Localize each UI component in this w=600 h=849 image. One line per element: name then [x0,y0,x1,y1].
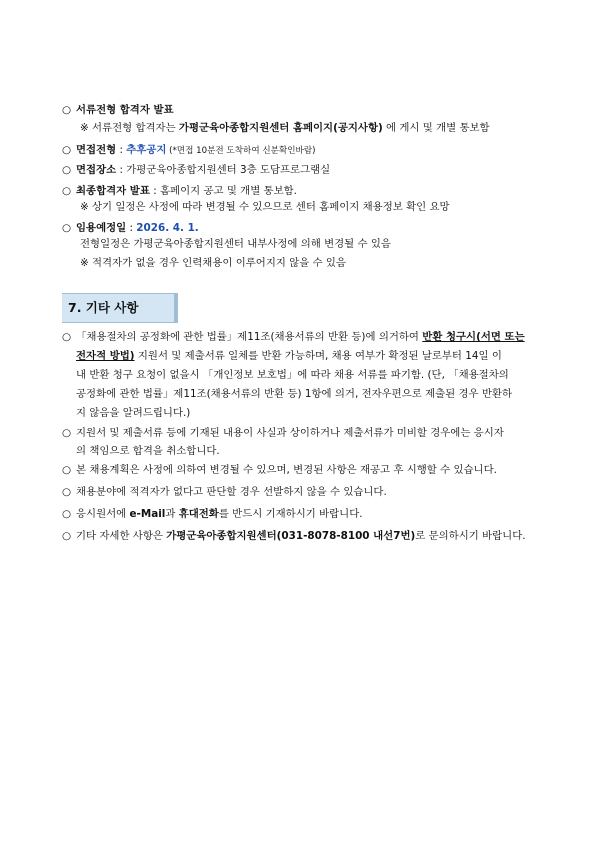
item1-text-a: 「채용절차의 공정화에 관한 법률」제11조(채용서류의 반환 등)에 의거하여 [76,331,423,343]
item-return-docs-l4 [76,387,512,401]
section-header-accent [174,293,178,323]
bullet-circle: ○ [62,104,72,116]
bullet-circle: ○ [62,331,72,343]
item1-text-d: 공정화에 관한 법률」제11조(채용서류의 반환 등) 1항에 의거, 전자우편으로 제출된 경우 반환하 [76,388,513,400]
bullet-circle: ○ [62,164,72,176]
item5-text-e: 를 반드시 기재하시기 바랍니다. [218,508,363,520]
note-prefix: ※ 서류전형 합격자는 [80,122,179,134]
item5-text-a: 응시원서에 [76,508,130,520]
item1-underline-a: 반환 청구시(서면 또는 [422,331,525,343]
section-header-title: 7. 기타 사항 [68,300,139,315]
item-false-info-l2 [76,444,220,458]
item-contact-info [62,507,363,521]
note-bold-homepage: 가평군육아종합지원센터 홈페이지(공지사항) [178,122,383,134]
interview-note: (*면접 10분전 도착하여 신분확인바람) [166,146,316,156]
doc-result-announcement [62,103,174,117]
appointment-line2 [80,237,391,251]
item1-text-c: 내 반환 청구 요청이 없을시 「개인정보 보호법」에 따라 채용 서류를 파기함. (단, 「채용절차의 [76,369,509,381]
item6-text-a: 기타 자세한 사항은 [76,530,167,542]
appointment-value: 2026. 4. 1. [136,222,199,234]
interview-schedule [62,143,316,158]
item-return-docs-l1 [62,330,525,344]
separator: : [116,144,127,156]
bullet-circle: ○ [62,144,72,156]
note-suffix: 에 게시 및 개별 통보함 [382,122,490,134]
bullet-circle: ○ [62,508,72,520]
item-return-docs-l3 [76,368,509,382]
appointment-line3 [80,256,346,270]
final-note [80,200,450,214]
appointment-line2-text: 전형일정은 가평군육아종합지원센터 내부사정에 의해 변경될 수 있음 [80,238,391,250]
bullet-circle: ○ [62,185,72,197]
item-false-info-l1 [62,426,504,440]
final-note-text: ※ 상기 일정은 사정에 따라 변경될 수 있으므로 센터 홈페이지 채용정보 확인 요망 [80,201,450,213]
item2-text-b: 의 책임으로 합격을 취소합니다. [76,445,220,457]
item3-text: 본 채용계획은 사정에 의하여 변경될 수 있으며, 변경된 사항은 재공고 후 시행할 수 있습니다. [76,464,497,476]
item-inquiry [62,529,526,543]
location-value: 가평군육아종합지원센터 3층 도담프로그램실 [126,164,331,176]
separator: : [126,222,137,234]
item2-text-a: 지원서 및 제출서류 등에 기재된 내용이 사실과 상이하거나 제출서류가 미비할 경우에는 응시자 [76,427,504,439]
doc-result-note [80,121,490,135]
item4-text: 채용분야에 적격자가 없다고 판단할 경우 선발하지 않을 수 있습니다. [76,486,387,498]
item-plan-change [62,463,497,477]
item6-text-c: 로 문의하시기 바랍니다. [415,530,526,542]
appointment-date [62,221,199,235]
item-no-candidate [62,485,387,499]
separator: : [116,164,127,176]
item-return-docs-l2 [76,349,502,363]
item1-text-b: 지원서 및 제출서류 일체를 반환 가능하며, 채용 여부가 확정된 날로부터 14일 이 [134,350,502,362]
item6-contact-bold: 가평군육아종합지원센터(031-8078-8100 내선7번) [166,530,416,542]
bullet-circle: ○ [62,486,72,498]
final-value: 홈페이지 공고 및 개별 통보함. [160,185,297,197]
bullet-circle: ○ [62,427,72,439]
appointment-line3-text: ※ 적격자가 없을 경우 인력채용이 이루어지지 않을 수 있음 [80,257,346,269]
bullet-circle: ○ [62,222,72,234]
item5-email: e-Mail [129,508,166,520]
separator: : [149,185,160,197]
interview-label: 면접전형 [76,144,117,156]
appointment-label: 임용예정일 [76,222,127,234]
item1-underline-b: 전자적 방법) [76,350,135,362]
item5-text-c: 과 [165,508,179,520]
bullet-circle: ○ [62,530,72,542]
item-return-docs-l5 [76,406,190,420]
doc-result-title: 서류전형 합격자 발표 [76,104,174,116]
final-result [62,184,297,198]
location-label: 면접장소 [76,164,117,176]
interview-location [62,163,330,177]
item1-text-e: 지 않음을 알려드립니다.) [76,407,191,419]
final-label: 최종합격자 발표 [76,185,150,197]
item5-phone: 휴대전화 [178,508,219,520]
bullet-circle: ○ [62,464,72,476]
interview-value: 추후공지 [126,144,167,156]
